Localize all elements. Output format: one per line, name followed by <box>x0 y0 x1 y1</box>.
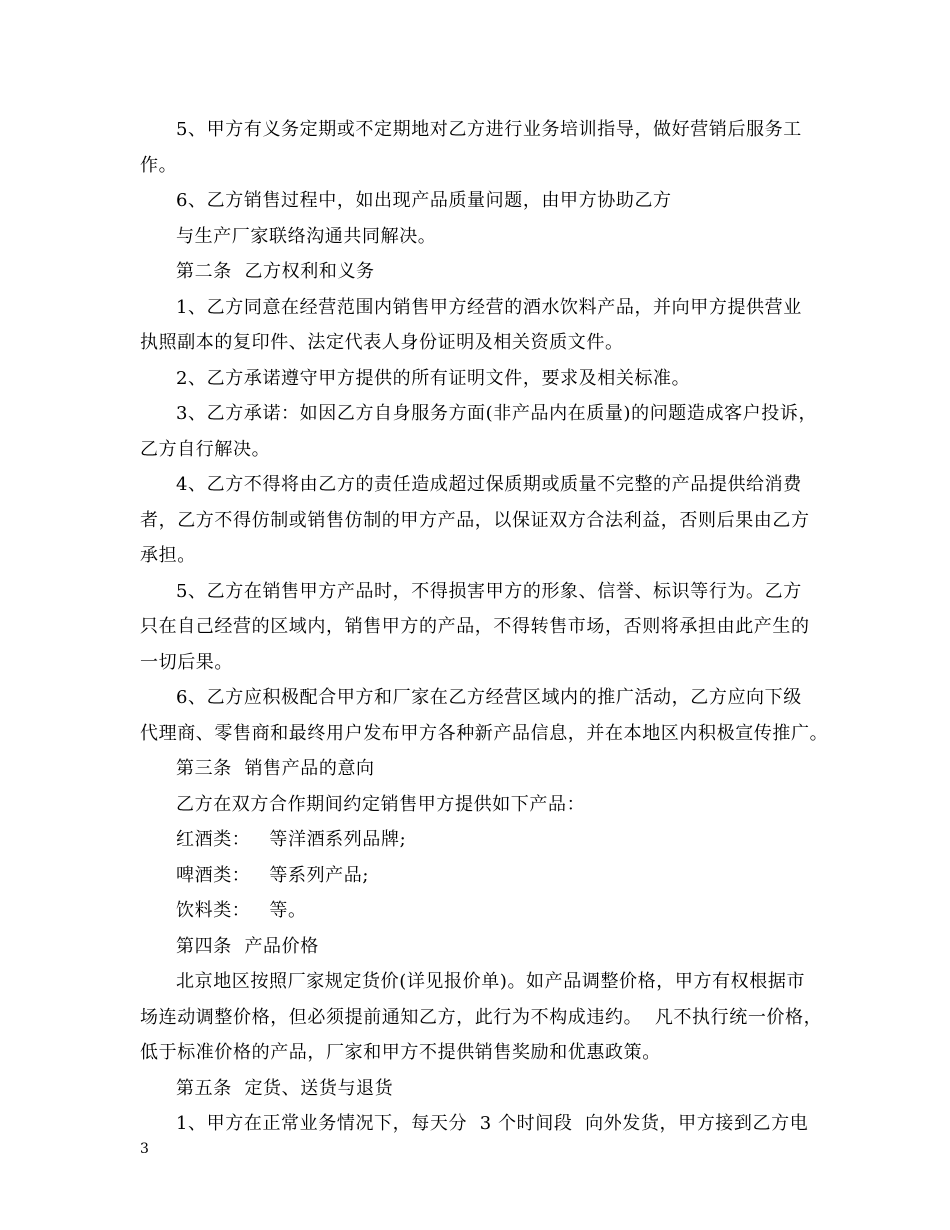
section-heading: 第三条 销售产品的意向 <box>176 758 375 779</box>
paragraph-line: 1、乙方同意在经营范围内销售甲方经营的酒水饮料产品，并向甲方提供营业 <box>176 297 802 318</box>
page-number: 3 <box>140 1141 149 1157</box>
paragraph-line: 红酒类： 等洋酒系列品牌; <box>176 829 407 850</box>
paragraph-line: 代理商、零售商和最终用户发布甲方各种新产品信息，并在本地区内积极宣传推广。 <box>140 723 829 744</box>
section-heading: 第二条 乙方权利和义务 <box>176 261 375 282</box>
paragraph-line: 者，乙方不得仿制或销售仿制的甲方产品，以保证双方合法利益，否则后果由乙方 <box>140 510 810 531</box>
paragraph-line: 只在自己经营的区域内，销售甲方的产品，不得转售市场，否则将承担由此产生的 <box>140 616 810 637</box>
paragraph-line: 3、乙方承诺：如因乙方自身服务方面(非产品内在质量)的问题造成客户投诉， <box>176 403 818 424</box>
paragraph-line: 执照副本的复印件、法定代表人身份证明及相关资质文件。 <box>140 332 624 353</box>
paragraph-line: 与生产厂家联络沟通共同解决。 <box>176 226 437 247</box>
paragraph-line: 4、乙方不得将由乙方的责任造成超过保质期或质量不完整的产品提供给消费 <box>176 474 802 495</box>
paragraph-line: 乙方在双方合作期间约定销售甲方提供如下产品： <box>176 794 586 815</box>
paragraph-line: 6、乙方应积极配合甲方和厂家在乙方经营区域内的推广活动，乙方应向下级 <box>176 687 802 708</box>
paragraph-line: 5、甲方有义务定期或不定期地对乙方进行业务培训指导，做好营销后服务工 <box>176 119 802 140</box>
paragraph-line: 低于标准价格的产品，厂家和甲方不提供销售奖励和优惠政策。 <box>140 1042 661 1063</box>
section-heading: 第四条 产品价格 <box>176 936 319 957</box>
paragraph-line: 场连动调整价格，但必须提前通知乙方，此行为不构成违约。 凡不执行统一价格， <box>140 1007 823 1028</box>
paragraph-line: 承担。 <box>140 545 196 566</box>
paragraph-line: 5、乙方在销售甲方产品时，不得损害甲方的形象、信誉、标识等行为。乙方 <box>176 581 802 602</box>
paragraph-line: 啤酒类： 等系列产品; <box>176 865 370 886</box>
paragraph-line: 2、乙方承诺遵守甲方提供的所有证明文件，要求及相关标准。 <box>176 368 691 389</box>
paragraph-line: 1、甲方在正常业务情况下，每天分 3 个时间段 向外发货，甲方接到乙方电 <box>176 1113 809 1134</box>
paragraph-line: 乙方自行解决。 <box>140 439 271 460</box>
paragraph-line: 6、乙方销售过程中，如出现产品质量问题，由甲方协助乙方 <box>176 190 672 211</box>
paragraph-line: 北京地区按照厂家规定货价(详见报价单)。如产品调整价格，甲方有权根据市 <box>176 971 806 992</box>
section-heading: 第五条 定货、送货与退货 <box>176 1078 394 1099</box>
paragraph-line: 饮料类： 等。 <box>176 900 307 921</box>
paragraph-line: 一切后果。 <box>140 652 233 673</box>
paragraph-line: 作。 <box>140 155 178 176</box>
